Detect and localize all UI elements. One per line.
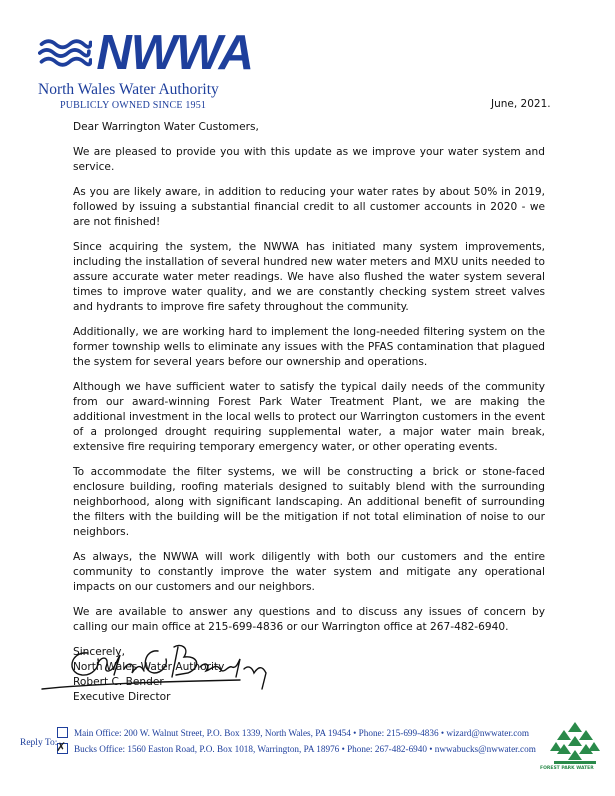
paragraph-5: Although we have sufficient water to satisfy the typical daily needs of the community from our award-winning Forest Park Water Treatment Plant, we are making the additional investment in the local wells to protect our Warrington customers in the event of a prolonged drought requiring supplemental water, a major water main break, extensive fire requiring temporary emergency water, or other operating events. xyxy=(73,381,545,453)
letter-date: June, 2021. xyxy=(491,98,551,110)
handwritten-signature xyxy=(40,633,275,695)
forest-park-logo-icon xyxy=(550,718,600,768)
forest-park-label: FOREST PARK WATER xyxy=(540,766,594,771)
bucks-office-address: Bucks Office: 1560 Easton Road, P.O. Box 1018, Warrington, PA 18976 • Phone: 267-482-6940 • nwwabucks@nwwater.com xyxy=(74,743,536,754)
paragraph-8: We are available to answer any questions and to discuss any issues of concern by calling our main office at 215-699-4836 or our Warrington office at 267-482-6940. xyxy=(73,606,545,633)
greeting: Dear Warrington Water Customers, xyxy=(73,121,259,133)
paragraph-7: As always, the NWWA will work diligently with both our customers and the entire community to constantly improve the water system and mitigate any operational impacts on our customers and our neighbors. xyxy=(73,551,545,593)
reply-to-label: Reply To: xyxy=(20,738,58,748)
signer-title: Executive Director xyxy=(73,691,171,703)
paragraph-2: As you are likely aware, in addition to reducing your water rates by about 50% in 2019, followed by issuing a substantial financial credit to all customer accounts in 2020 - we are not finished! xyxy=(73,186,545,228)
bucks-office-line xyxy=(56,740,536,754)
logo-wordmark: NWWA xyxy=(96,26,253,80)
paragraph-3: Since acquiring the system, the NWWA has initiated many system improvements, including the installation of several hundred new water meters and MXU units needed to assure accurate water meter readings. We have also flushed the water system several times to improve water quality, and we are constantly checking system street valves and hydrants to improve fire safety throughout the community. xyxy=(73,241,545,313)
paragraph-1: We are pleased to provide you with this update as we improve your water system and service. xyxy=(73,146,545,173)
signer-name: Robert C. Bender xyxy=(73,676,164,688)
signature-organization: North Wales Water Authority xyxy=(73,661,225,673)
organization-name: North Wales Water Authority xyxy=(38,81,219,98)
main-office-checkbox[interactable] xyxy=(57,727,68,738)
paragraph-6: To accommodate the filter systems, we will be constructing a brick or stone-faced enclosure building, roofing materials designed to suitably blend with the surrounding neighborhood, along with significant landscaping. An additional benefit of surrounding the filters with the building will be the mitigation if not total elimination of noise to our neighbors. xyxy=(73,466,545,538)
paragraph-4: Additionally, we are working hard to implement the long-needed filtering system on the former township wells to eliminate any issues with the PFAS contamination that plagued the system for several years before our ownership and operations. xyxy=(73,326,545,368)
letter-body xyxy=(73,120,545,705)
checkmark-icon: ✗ xyxy=(56,740,67,754)
logo-mark xyxy=(38,28,253,78)
nwwa-logo xyxy=(38,28,253,111)
bucks-office-checkbox[interactable] xyxy=(56,740,68,754)
main-office-address: Main Office: 200 W. Walnut Street, P.O. Box 1339, North Wales, PA 19454 • Phone: 215-699-4836 • wizard@nwwater.com xyxy=(74,727,530,738)
organization-tagline: PUBLICLY OWNED SINCE 1951 xyxy=(60,100,207,111)
main-office-line xyxy=(57,727,529,738)
closing: Sincerely, xyxy=(73,646,125,658)
water-waves-icon xyxy=(38,33,92,73)
